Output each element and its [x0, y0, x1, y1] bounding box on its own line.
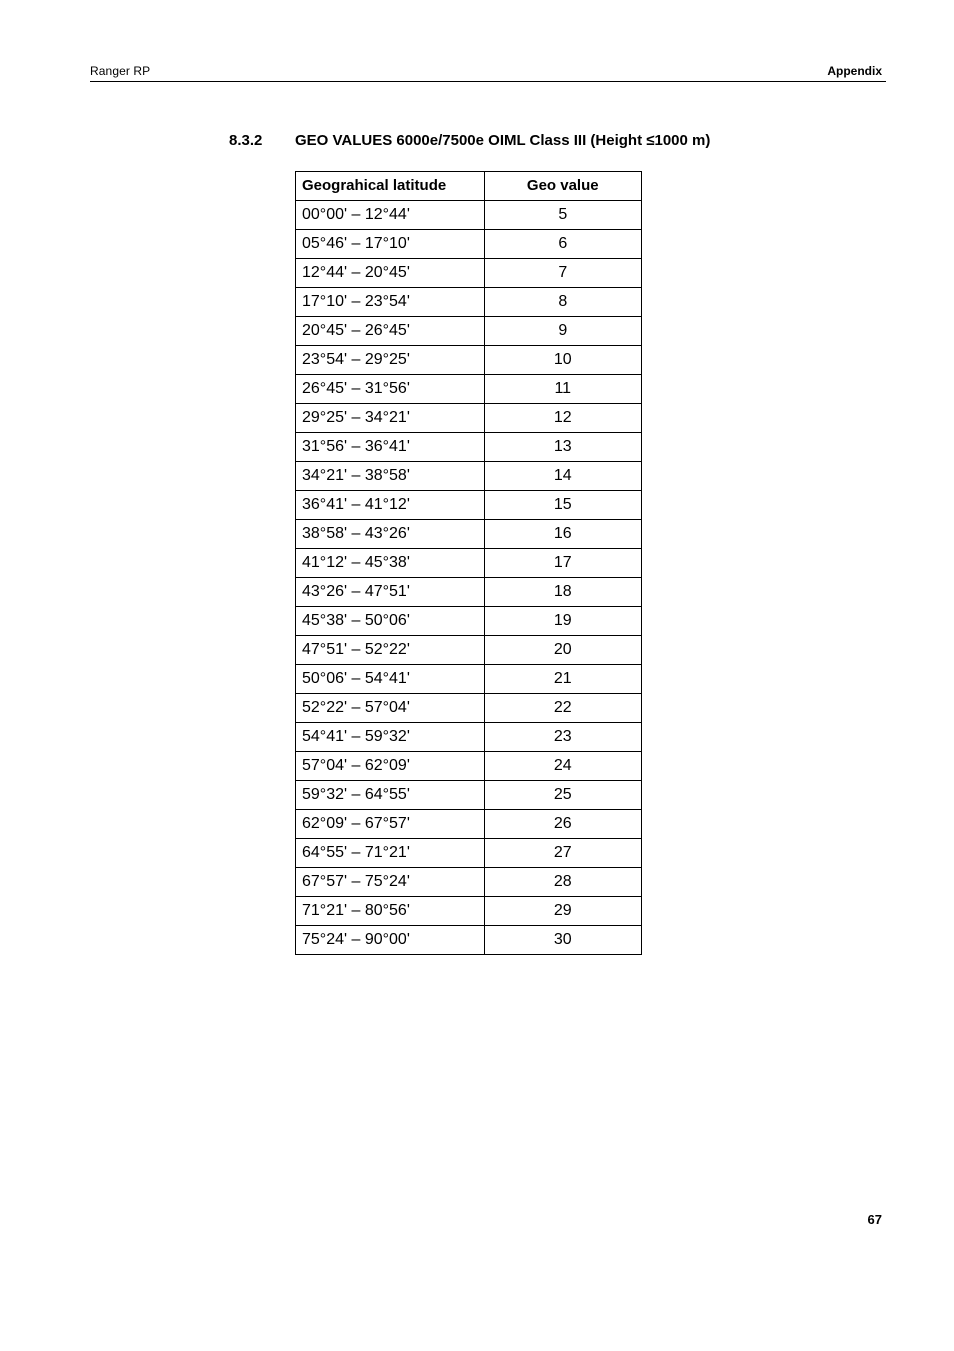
geo-value-cell: 7 — [484, 259, 641, 288]
geo-value-cell: 6 — [484, 230, 641, 259]
table-row — [296, 897, 642, 926]
latitude-cell: 75°24' – 90°00' — [296, 926, 485, 955]
table-row — [296, 665, 642, 694]
table-row — [296, 810, 642, 839]
latitude-cell: 36°41' – 41°12' — [296, 491, 485, 520]
geo-value-cell: 23 — [484, 723, 641, 752]
table-row — [296, 752, 642, 781]
geo-value-cell: 11 — [484, 375, 641, 404]
geo-value-cell: 26 — [484, 810, 641, 839]
geo-value-cell: 12 — [484, 404, 641, 433]
header-rule — [90, 81, 886, 82]
latitude-cell: 41°12' – 45°38' — [296, 549, 485, 578]
latitude-cell: 31°56' – 36°41' — [296, 433, 485, 462]
latitude-cell: 34°21' – 38°58' — [296, 462, 485, 491]
latitude-cell: 54°41' – 59°32' — [296, 723, 485, 752]
page-header-left: Ranger RP — [90, 64, 151, 78]
table-row — [296, 491, 642, 520]
table-row — [296, 433, 642, 462]
page-header-right: Appendix — [827, 64, 882, 78]
latitude-cell: 59°32' – 64°55' — [296, 781, 485, 810]
geo-value-cell: 28 — [484, 868, 641, 897]
geo-value-cell: 17 — [484, 549, 641, 578]
table-row — [296, 404, 642, 433]
column-header-geo-value: Geo value — [484, 172, 641, 201]
latitude-cell: 64°55' – 71°21' — [296, 839, 485, 868]
geo-value-cell: 20 — [484, 636, 641, 665]
latitude-cell: 20°45' – 26°45' — [296, 317, 485, 346]
geo-value-cell: 16 — [484, 520, 641, 549]
table-row — [296, 926, 642, 955]
geo-value-cell: 22 — [484, 694, 641, 723]
table-row — [296, 694, 642, 723]
geo-value-cell: 24 — [484, 752, 641, 781]
table-row — [296, 259, 642, 288]
geo-value-cell: 18 — [484, 578, 641, 607]
latitude-cell: 29°25' – 34°21' — [296, 404, 485, 433]
latitude-cell: 52°22' – 57°04' — [296, 694, 485, 723]
geo-value-cell: 5 — [484, 201, 641, 230]
latitude-cell: 43°26' – 47°51' — [296, 578, 485, 607]
latitude-cell: 62°09' – 67°57' — [296, 810, 485, 839]
page-number: 67 — [867, 1212, 882, 1227]
geo-values-table — [295, 171, 642, 955]
table-row — [296, 839, 642, 868]
latitude-cell: 57°04' – 62°09' — [296, 752, 485, 781]
table-row — [296, 462, 642, 491]
latitude-cell: 67°57' – 75°24' — [296, 868, 485, 897]
table-row — [296, 520, 642, 549]
latitude-cell: 26°45' – 31°56' — [296, 375, 485, 404]
latitude-cell: 47°51' – 52°22' — [296, 636, 485, 665]
section-title: GEO VALUES 6000e/7500e OIML Class III (Height ≤1000 m) — [295, 132, 711, 149]
column-header-latitude: Geograhical latitude — [296, 172, 485, 201]
table-row — [296, 868, 642, 897]
geo-value-cell: 15 — [484, 491, 641, 520]
geo-value-cell: 19 — [484, 607, 641, 636]
section-number: 8.3.2 — [229, 132, 263, 149]
table-row — [296, 549, 642, 578]
table-row — [296, 781, 642, 810]
geo-value-cell: 13 — [484, 433, 641, 462]
table-row — [296, 723, 642, 752]
latitude-cell: 38°58' – 43°26' — [296, 520, 485, 549]
table-row — [296, 636, 642, 665]
geo-value-cell: 10 — [484, 346, 641, 375]
latitude-cell: 05°46' – 17°10' — [296, 230, 485, 259]
table-row — [296, 201, 642, 230]
latitude-cell: 00°00' – 12°44' — [296, 201, 485, 230]
geo-value-cell: 21 — [484, 665, 641, 694]
geo-value-cell: 25 — [484, 781, 641, 810]
latitude-cell: 17°10' – 23°54' — [296, 288, 485, 317]
table-header-row — [296, 172, 642, 201]
latitude-cell: 71°21' – 80°56' — [296, 897, 485, 926]
table-row — [296, 375, 642, 404]
table-row — [296, 346, 642, 375]
geo-value-cell: 8 — [484, 288, 641, 317]
table-row — [296, 578, 642, 607]
geo-value-cell: 27 — [484, 839, 641, 868]
table-row — [296, 230, 642, 259]
latitude-cell: 45°38' – 50°06' — [296, 607, 485, 636]
table-row — [296, 607, 642, 636]
geo-value-cell: 9 — [484, 317, 641, 346]
table-body — [296, 201, 642, 955]
geo-value-cell: 14 — [484, 462, 641, 491]
latitude-cell: 12°44' – 20°45' — [296, 259, 485, 288]
table-row — [296, 288, 642, 317]
geo-value-cell: 30 — [484, 926, 641, 955]
latitude-cell: 23°54' – 29°25' — [296, 346, 485, 375]
table-row — [296, 317, 642, 346]
geo-value-cell: 29 — [484, 897, 641, 926]
latitude-cell: 50°06' – 54°41' — [296, 665, 485, 694]
